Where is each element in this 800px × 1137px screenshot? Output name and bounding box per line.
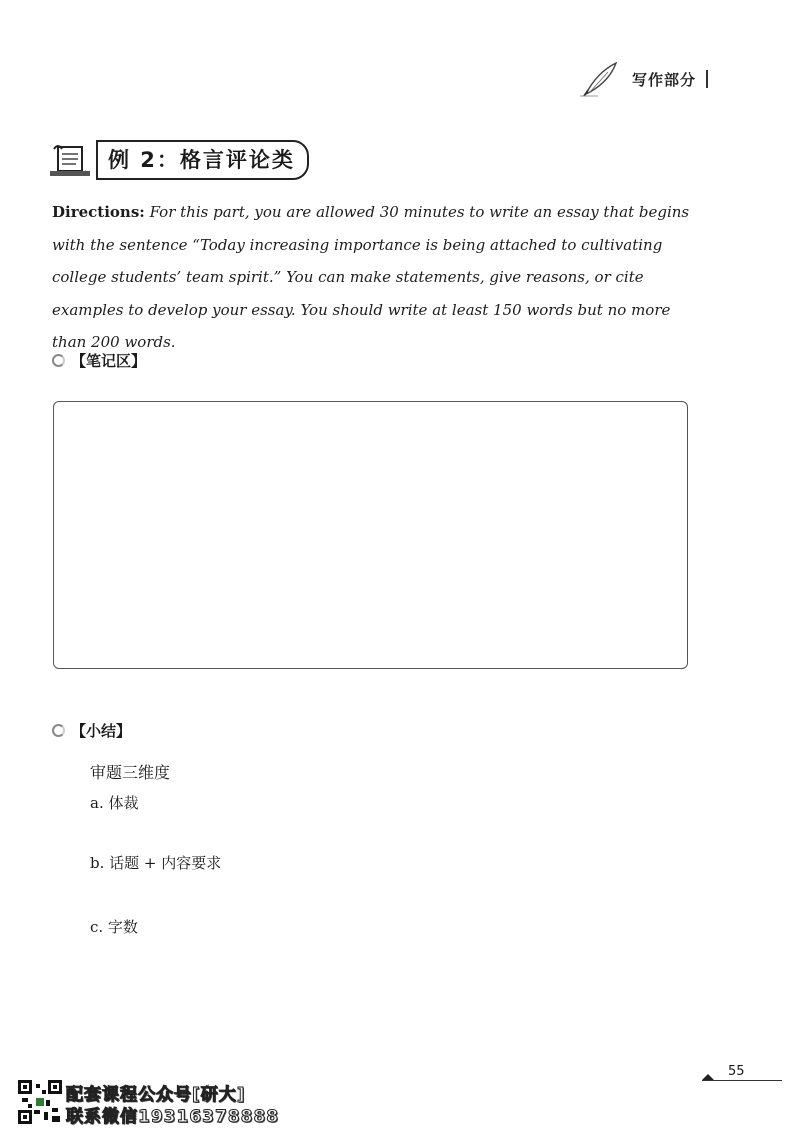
summary-item: b. 话题 + 内容要求: [90, 854, 222, 872]
directions-text: For this part, you are allowed 30 minutes to write an essay that begins with the sentence “Today increasing importance is being attached to cultivating college students’ team spirit.” You can make statements, give reasons, or cite examples to develop your essay. You should write at least 150 words but no more than 200 words.: [52, 203, 690, 351]
section-label: 写作部分: [631, 70, 696, 89]
promo-line-1: 配套课程公众号[研大]: [66, 1085, 246, 1105]
scroll-icon: [50, 143, 90, 177]
header-divider: [706, 70, 708, 88]
summary-heading-block: [52, 720, 131, 741]
notes-heading: 【笔记区】: [71, 352, 147, 370]
page-number: 55: [728, 1064, 745, 1079]
footer-rule: [702, 1080, 782, 1081]
example-title: 例 2：格言评论类: [96, 140, 309, 180]
summary-item: a. 体裁: [90, 794, 139, 812]
promo-line-2: 联系微信19316378888: [66, 1107, 280, 1127]
summary-item: c. 字数: [90, 918, 138, 936]
notes-heading-block: [52, 350, 146, 371]
summary-heading: 【小结】: [71, 722, 132, 740]
circle-bullet-icon: [52, 724, 65, 737]
directions-label: Directions:: [52, 203, 145, 221]
quill-icon: [578, 60, 624, 98]
example-title-block: [50, 140, 309, 180]
directions-paragraph: [52, 196, 702, 359]
page-header: [578, 60, 708, 98]
notes-area[interactable]: [53, 401, 688, 669]
circle-bullet-icon: [52, 354, 65, 367]
summary-title: 审题三维度: [90, 763, 171, 782]
qr-code-icon: [18, 1080, 62, 1124]
